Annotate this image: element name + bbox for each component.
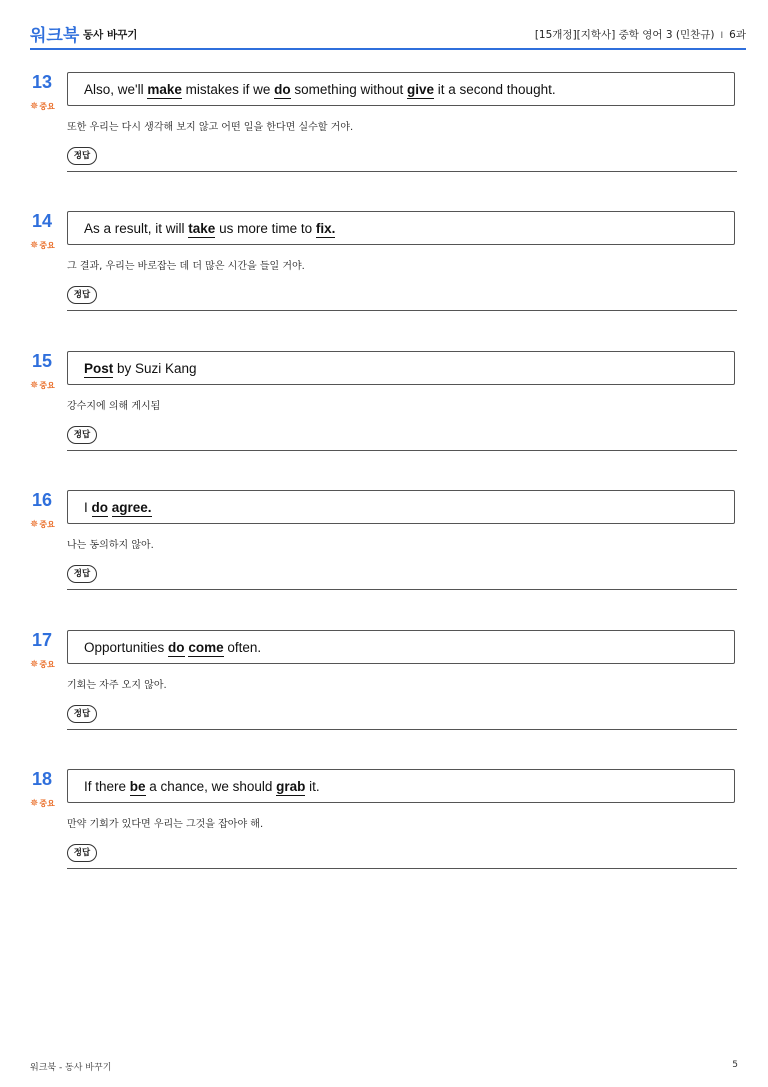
sentence-text: As a result, it will <box>84 221 189 236</box>
answer-button[interactable]: 정답 <box>67 147 97 165</box>
sentence-text: it. <box>305 779 320 794</box>
answer-button[interactable]: 정답 <box>67 565 97 583</box>
sentence-text: something without <box>290 82 407 97</box>
question-item <box>0 769 768 879</box>
star-burst-icon: ✵ <box>30 380 39 391</box>
korean-translation: 나는 동의하지 않아. <box>67 540 154 551</box>
important-label: 중요 <box>39 102 55 111</box>
important-badge <box>30 101 55 112</box>
important-badge <box>30 380 55 391</box>
important-label: 중요 <box>39 520 55 529</box>
worksheet-subtitle: 동사 바꾸기 <box>83 29 138 41</box>
question-number: 15 <box>32 351 53 371</box>
star-burst-icon: ✵ <box>30 798 39 809</box>
important-label: 중요 <box>39 799 55 808</box>
sentence-text: a chance, we should <box>145 779 277 794</box>
verb-to-change: make <box>147 82 182 97</box>
verb-to-change: fix. <box>315 221 336 236</box>
important-badge <box>30 240 55 251</box>
answer-line <box>67 868 737 869</box>
verb-to-change: do <box>274 82 291 97</box>
verb-to-change: Post <box>84 361 114 376</box>
answer-line <box>67 171 737 172</box>
korean-translation: 기회는 자주 오지 않아. <box>67 680 167 691</box>
important-badge <box>30 659 55 670</box>
sentence-text: I <box>84 500 92 515</box>
verb-to-change: come <box>188 640 224 655</box>
sentence-text: Also, we'll <box>84 82 148 97</box>
answer-line <box>67 450 737 451</box>
course-title: [15개정][지학사] 중학 영어 3 (민찬규) <box>534 29 715 41</box>
question-item <box>0 351 768 461</box>
question-item <box>0 211 768 321</box>
page-header <box>30 18 746 50</box>
answer-button[interactable]: 정답 <box>67 844 97 862</box>
verb-to-change: grab <box>276 779 306 794</box>
question-item <box>0 490 768 600</box>
korean-translation: 그 결과, 우리는 바로잡는 데 더 많은 시간을 들일 거야. <box>67 261 305 272</box>
verb-to-change: do <box>91 500 109 515</box>
sentence-text: often. <box>223 640 262 655</box>
sentence-text: by Suzi Kang <box>113 361 197 376</box>
sentence-text: it a second thought. <box>434 82 556 97</box>
korean-translation: 만약 기회가 있다면 우리는 그것을 잡아야 해. <box>67 819 264 830</box>
sentence-box <box>67 351 735 385</box>
question-item <box>0 72 768 182</box>
question-item <box>0 630 768 740</box>
korean-translation: 강수지에 의해 게시됨 <box>67 401 161 412</box>
verb-to-change: take <box>188 221 216 236</box>
answer-button[interactable]: 정답 <box>67 426 97 444</box>
question-number: 14 <box>32 211 53 231</box>
important-badge <box>30 519 55 530</box>
page-number: 5 <box>732 1060 738 1070</box>
sentence-text: us more time to <box>215 221 316 236</box>
question-number: 16 <box>32 490 53 510</box>
question-number: 17 <box>32 630 53 650</box>
verb-to-change: be <box>129 779 146 794</box>
answer-line <box>67 310 737 311</box>
footer-title: 워크북 - 동사 바꾸기 <box>30 1063 112 1073</box>
star-burst-icon: ✵ <box>30 101 39 112</box>
sentence-box <box>67 72 735 106</box>
sentence-text: mistakes if we <box>181 82 275 97</box>
important-badge <box>30 798 55 809</box>
star-burst-icon: ✵ <box>30 240 39 251</box>
lesson-label: 6과 <box>729 29 746 41</box>
verb-to-change: agree. <box>111 500 152 515</box>
answer-line <box>67 589 737 590</box>
star-burst-icon: ✵ <box>30 659 39 670</box>
sentence-box <box>67 630 735 664</box>
sentence-text: If there <box>84 779 130 794</box>
sentence-box <box>67 211 735 245</box>
sentence-text: Opportunities <box>84 640 169 655</box>
sentence-box <box>67 490 735 524</box>
question-number: 13 <box>32 72 53 92</box>
answer-button[interactable]: 정답 <box>67 286 97 304</box>
korean-translation: 또한 우리는 다시 생각해 보지 않고 어떤 일을 한다면 실수할 거야. <box>67 122 354 133</box>
important-label: 중요 <box>39 660 55 669</box>
answer-line <box>67 729 737 730</box>
important-label: 중요 <box>39 241 55 250</box>
verb-to-change: do <box>168 640 185 655</box>
important-label: 중요 <box>39 381 55 390</box>
header-separator: I <box>720 31 724 41</box>
sentence-box <box>67 769 735 803</box>
question-number: 18 <box>32 769 53 789</box>
verb-to-change: give <box>406 82 434 97</box>
workbook-logo: 워크북 <box>30 26 80 46</box>
course-info <box>535 27 746 42</box>
answer-button[interactable]: 정답 <box>67 705 97 723</box>
star-burst-icon: ✵ <box>30 519 39 530</box>
